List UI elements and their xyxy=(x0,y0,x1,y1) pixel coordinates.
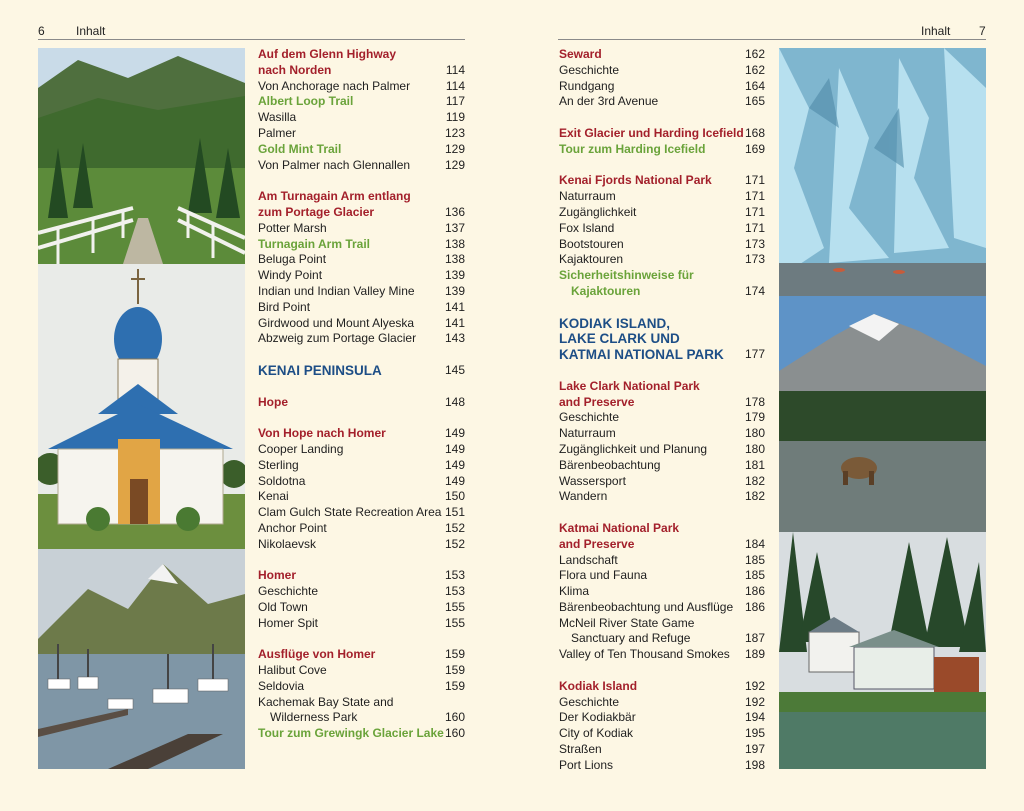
toc-entry-title: Katmai National Park xyxy=(559,520,680,535)
toc-entry-title: and Preserve xyxy=(559,394,635,409)
toc-entry-page: 152 xyxy=(444,520,465,535)
photo-glacier-ice xyxy=(779,48,986,296)
toc-entry-page: 155 xyxy=(444,615,465,630)
toc-entry xyxy=(258,679,465,695)
toc-entry-page: 150 xyxy=(444,489,465,504)
toc-entry xyxy=(559,410,765,426)
toc-entry-page: 181 xyxy=(744,457,765,472)
toc-entry-title: Kachemak Bay State and xyxy=(258,694,394,709)
toc-entry xyxy=(559,537,765,553)
toc-entry xyxy=(559,758,765,774)
toc-entry xyxy=(559,600,765,616)
toc-entry-page: 149 xyxy=(444,426,465,441)
toc-entry-page: 139 xyxy=(444,283,465,298)
toc-entry-title: Von Anchorage nach Palmer xyxy=(258,78,411,93)
toc-entry-page: 180 xyxy=(744,426,765,441)
toc-entry-title: Landschaft xyxy=(559,552,618,567)
toc-entry xyxy=(258,442,465,458)
toc-entry xyxy=(258,363,465,379)
toc-entry xyxy=(258,537,465,553)
toc-entry-title: Kenai xyxy=(258,489,289,504)
left-header-rule xyxy=(38,39,465,40)
toc-entry-title: Soldotna xyxy=(258,473,306,488)
toc-entry xyxy=(258,300,465,316)
toc-entry xyxy=(258,63,465,79)
toc-entry xyxy=(258,426,465,442)
toc-entry-title: Wasilla xyxy=(258,110,297,125)
toc-entry-title: Albert Loop Trail xyxy=(258,94,354,109)
toc-entry-title: Auf dem Glenn Highway xyxy=(258,47,397,61)
toc-entry-page: 186 xyxy=(744,599,765,614)
toc-entry xyxy=(559,252,765,268)
toc-entry-page: 145 xyxy=(444,362,465,377)
toc-entry-title: Geschichte xyxy=(559,694,620,709)
toc-entry xyxy=(258,600,465,616)
toc-entry-page: 173 xyxy=(744,252,765,267)
toc-entry-title: nach Norden xyxy=(258,62,332,77)
toc-spacer xyxy=(258,173,465,189)
toc-entry xyxy=(258,395,465,411)
toc-entry xyxy=(559,426,765,442)
toc-entry xyxy=(258,94,465,110)
toc-entry-title: Clam Gulch State Recreation Area xyxy=(258,505,442,520)
toc-entry-title: Abzweig zum Portage Glacier xyxy=(258,331,417,346)
toc-entry xyxy=(559,79,765,95)
toc-entry-page: 153 xyxy=(444,568,465,583)
toc-entry-title: Turnagain Arm Trail xyxy=(258,236,371,251)
toc-entry-page: 160 xyxy=(444,710,465,725)
toc-entry-page: 114 xyxy=(445,78,465,93)
toc-entry-title: Wandern xyxy=(559,489,608,504)
right-header-rule xyxy=(558,39,986,40)
photo-mountain-bridge xyxy=(38,48,245,264)
toc-entry-page: 117 xyxy=(445,94,465,109)
toc-entry xyxy=(559,710,765,726)
left-page-number: 6 xyxy=(38,24,45,38)
toc-entry xyxy=(559,521,765,537)
toc-entry-title: Geschichte xyxy=(559,410,620,425)
toc-entry-title: Kenai Fjords National Park xyxy=(559,173,712,188)
left-toc xyxy=(258,47,465,742)
toc-entry-title: Tour zum Grewingk Glacier Lake xyxy=(258,726,444,741)
toc-entry-title: An der 3rd Avenue xyxy=(559,94,659,109)
toc-entry xyxy=(258,221,465,237)
toc-entry xyxy=(258,663,465,679)
toc-entry-title: Sterling xyxy=(258,457,299,472)
toc-entry-page: 192 xyxy=(744,678,765,693)
toc-entry-title: Geschichte xyxy=(258,584,319,599)
toc-entry-title: Naturraum xyxy=(559,189,616,204)
toc-entry-title: KENAI PENINSULA xyxy=(258,362,382,378)
toc-entry-page: 149 xyxy=(444,473,465,488)
toc-spacer xyxy=(559,363,765,379)
toc-entry-page: 192 xyxy=(744,694,765,709)
toc-entry-page: 141 xyxy=(444,315,465,330)
toc-entry-title: Valley of Ten Thousand Smokes xyxy=(559,647,730,662)
toc-entry-title: Halibut Cove xyxy=(258,663,327,678)
toc-entry-title: Cooper Landing xyxy=(258,441,344,456)
toc-entry xyxy=(559,63,765,79)
toc-entry-page: 171 xyxy=(744,220,765,235)
toc-entry-title: KODIAK ISLAND, xyxy=(559,315,670,331)
toc-entry xyxy=(258,474,465,490)
toc-entry-title: Old Town xyxy=(258,599,308,614)
toc-entry-title: Anchor Point xyxy=(258,520,327,535)
toc-entry-title: Bird Point xyxy=(258,299,311,314)
toc-entry-page: 171 xyxy=(744,189,765,204)
toc-entry-page: 185 xyxy=(744,552,765,567)
toc-entry xyxy=(258,568,465,584)
toc-entry xyxy=(559,742,765,758)
toc-entry xyxy=(559,237,765,253)
photo-kodiak-houses xyxy=(779,532,986,769)
toc-entry-title: Ausflüge von Homer xyxy=(258,647,376,662)
toc-entry-page: 178 xyxy=(744,394,765,409)
toc-entry-page: 136 xyxy=(444,204,465,219)
toc-entry-title: Beluga Point xyxy=(258,252,327,267)
toc-entry xyxy=(559,126,765,142)
toc-entry-page: 187 xyxy=(744,631,765,646)
toc-entry-title: Palmer xyxy=(258,125,297,140)
toc-entry xyxy=(559,442,765,458)
toc-entry-page: 180 xyxy=(744,441,765,456)
toc-entry-page: 160 xyxy=(444,726,465,741)
toc-entry xyxy=(559,94,765,110)
toc-entry xyxy=(559,679,765,695)
toc-entry xyxy=(258,316,465,332)
toc-entry xyxy=(559,189,765,205)
toc-entry-title: Zugänglichkeit xyxy=(559,204,637,219)
toc-entry-page: 138 xyxy=(444,236,465,251)
toc-entry-title: Wilderness Park xyxy=(270,710,358,725)
toc-entry xyxy=(559,395,765,411)
toc-entry xyxy=(258,505,465,521)
toc-entry xyxy=(258,205,465,221)
toc-entry-title: Potter Marsh xyxy=(258,220,327,235)
toc-entry-page: 182 xyxy=(744,489,765,504)
toc-entry-title: Bärenbeobachtung xyxy=(559,457,661,472)
toc-entry xyxy=(559,205,765,221)
toc-entry xyxy=(258,616,465,632)
toc-entry-title: Sicherheitshinweise für xyxy=(559,268,694,283)
toc-entry xyxy=(258,142,465,158)
toc-entry-page: 137 xyxy=(444,220,465,235)
toc-entry xyxy=(559,568,765,584)
toc-entry-title: Hope xyxy=(258,394,288,409)
toc-entry-title: Girdwood und Mount Alyeska xyxy=(258,315,415,330)
toc-entry-title: Von Palmer nach Glennallen xyxy=(258,157,411,172)
toc-entry-page: 165 xyxy=(744,94,765,109)
toc-entry-page: 159 xyxy=(444,647,465,662)
toc-entry-page: 179 xyxy=(744,410,765,425)
toc-entry-page: 148 xyxy=(444,394,465,409)
toc-entry xyxy=(258,268,465,284)
toc-entry-title: Klima xyxy=(559,584,590,599)
toc-entry xyxy=(258,126,465,142)
toc-entry xyxy=(559,347,765,363)
toc-entry-title: Port Lions xyxy=(559,757,614,772)
toc-entry-title: Am Turnagain Arm entlang xyxy=(258,189,411,204)
toc-entry-page: 139 xyxy=(444,268,465,283)
toc-entry xyxy=(559,489,765,505)
toc-entry-title: Indian und Indian Valley Mine xyxy=(258,283,415,298)
toc-entry-title: LAKE CLARK UND xyxy=(559,331,680,347)
toc-entry-title: Nikolaevsk xyxy=(258,536,317,551)
photo-bear-lake-clark xyxy=(779,296,986,532)
toc-entry-page: 171 xyxy=(744,173,765,188)
toc-entry-title: zum Portage Glacier xyxy=(258,204,375,219)
toc-entry xyxy=(258,489,465,505)
toc-entry xyxy=(559,379,765,395)
toc-entry xyxy=(258,458,465,474)
toc-entry-page: 197 xyxy=(744,742,765,757)
toc-entry-page: 143 xyxy=(444,331,465,346)
toc-entry xyxy=(258,331,465,347)
toc-entry-title: Von Hope nach Homer xyxy=(258,426,386,441)
toc-entry-page: 198 xyxy=(744,757,765,772)
toc-spacer xyxy=(258,553,465,569)
toc-entry xyxy=(258,79,465,95)
toc-entry-title: Wassersport xyxy=(559,473,626,488)
toc-entry xyxy=(258,237,465,253)
toc-entry xyxy=(258,284,465,300)
toc-entry-title: Der Kodiakbär xyxy=(559,710,636,725)
toc-spacer xyxy=(559,505,765,521)
toc-entry-title: Exit Glacier und Harding Icefield xyxy=(559,125,744,140)
toc-entry-title: Homer xyxy=(258,568,297,583)
toc-entry-page: 195 xyxy=(744,726,765,741)
toc-entry xyxy=(258,726,465,742)
toc-entry-page: 141 xyxy=(444,299,465,314)
toc-entry-page: 114 xyxy=(445,62,465,77)
toc-entry-page: 164 xyxy=(744,78,765,93)
toc-entry-page: 149 xyxy=(444,441,465,456)
toc-entry-page: 129 xyxy=(444,141,465,156)
toc-entry xyxy=(559,695,765,711)
toc-entry-title: Flora und Fauna xyxy=(559,568,648,583)
toc-entry xyxy=(559,631,765,647)
toc-entry xyxy=(258,47,465,63)
right-page-number: 7 xyxy=(979,24,986,38)
toc-entry-page: 138 xyxy=(444,252,465,267)
toc-entry xyxy=(559,47,765,63)
toc-entry-page: 174 xyxy=(744,283,765,298)
toc-entry-title: Homer Spit xyxy=(258,615,319,630)
toc-entry-title: Kajaktouren xyxy=(559,252,624,267)
toc-spacer xyxy=(258,347,465,363)
toc-entry-page: 173 xyxy=(744,236,765,251)
toc-entry xyxy=(559,726,765,742)
toc-spacer xyxy=(559,110,765,126)
toc-entry-title: Rundgang xyxy=(559,78,615,93)
toc-entry xyxy=(559,173,765,189)
toc-entry-title: Zugänglichkeit und Planung xyxy=(559,441,708,456)
toc-entry-page: 186 xyxy=(744,584,765,599)
toc-entry xyxy=(559,458,765,474)
toc-entry xyxy=(258,584,465,600)
toc-entry-page: 159 xyxy=(444,678,465,693)
toc-entry-title: Sanctuary and Refuge xyxy=(571,631,691,646)
toc-entry xyxy=(559,616,765,632)
toc-entry-title: Naturraum xyxy=(559,426,616,441)
left-running-header: Inhalt xyxy=(76,24,106,38)
toc-entry xyxy=(258,710,465,726)
toc-entry xyxy=(559,142,765,158)
toc-entry-title: Lake Clark National Park xyxy=(559,378,700,393)
toc-entry xyxy=(258,695,465,711)
toc-entry-page: 152 xyxy=(444,536,465,551)
toc-entry-title: Seldovia xyxy=(258,678,305,693)
toc-entry xyxy=(258,647,465,663)
toc-entry-title: Tour zum Harding Icefield xyxy=(559,141,706,156)
toc-entry-page: 189 xyxy=(744,647,765,662)
toc-entry xyxy=(559,553,765,569)
toc-spacer xyxy=(258,631,465,647)
toc-entry-page: 182 xyxy=(744,473,765,488)
toc-entry-page: 129 xyxy=(444,157,465,172)
toc-entry-page: 162 xyxy=(744,47,765,61)
toc-entry xyxy=(559,316,765,332)
toc-entry xyxy=(258,158,465,174)
toc-entry-page: 177 xyxy=(744,347,765,362)
toc-entry-page: 155 xyxy=(444,599,465,614)
toc-entry xyxy=(559,647,765,663)
toc-entry-page: 149 xyxy=(444,457,465,472)
toc-entry xyxy=(559,331,765,347)
toc-entry-title: Bootstouren xyxy=(559,236,624,251)
toc-entry-page: 171 xyxy=(744,204,765,219)
toc-entry-page: 184 xyxy=(744,536,765,551)
toc-entry-title: Bärenbeobachtung und Ausflüge xyxy=(559,599,734,614)
toc-entry xyxy=(559,268,765,284)
toc-entry-title: Seward xyxy=(559,47,602,61)
toc-entry-page: 162 xyxy=(744,62,765,77)
toc-spacer xyxy=(559,158,765,174)
toc-entry xyxy=(559,221,765,237)
photo-orthodox-church xyxy=(38,264,245,549)
toc-spacer xyxy=(559,300,765,316)
toc-entry xyxy=(559,474,765,490)
toc-entry-title: Geschichte xyxy=(559,62,620,77)
toc-entry-title: City of Kodiak xyxy=(559,726,634,741)
toc-entry-title: Kodiak Island xyxy=(559,678,638,693)
toc-entry xyxy=(258,252,465,268)
toc-entry-page: 119 xyxy=(445,110,465,125)
toc-entry-page: 153 xyxy=(444,584,465,599)
photo-homer-harbor xyxy=(38,549,245,769)
toc-entry-page: 185 xyxy=(744,568,765,583)
toc-entry-page: 194 xyxy=(744,710,765,725)
toc-entry-title: Fox Island xyxy=(559,220,615,235)
toc-entry-title: Kajaktouren xyxy=(571,283,641,298)
toc-entry-title: Straßen xyxy=(559,742,602,757)
toc-entry xyxy=(559,584,765,600)
toc-entry-page: 159 xyxy=(444,663,465,678)
toc-spacer xyxy=(559,663,765,679)
toc-entry-title: Gold Mint Trail xyxy=(258,141,342,156)
toc-entry-page: 151 xyxy=(444,505,465,520)
toc-entry-page: 169 xyxy=(744,141,765,156)
right-toc xyxy=(559,47,765,774)
toc-entry xyxy=(258,521,465,537)
toc-entry-page: 168 xyxy=(744,125,765,140)
toc-entry-title: McNeil River State Game xyxy=(559,615,695,630)
toc-spacer xyxy=(258,379,465,395)
toc-entry xyxy=(258,189,465,205)
toc-entry-title: Windy Point xyxy=(258,268,323,283)
toc-entry-title: KATMAI NATIONAL PARK xyxy=(559,347,724,363)
right-running-header: Inhalt xyxy=(921,24,951,38)
toc-entry-page: 123 xyxy=(444,125,465,140)
toc-spacer xyxy=(258,410,465,426)
toc-entry-title: and Preserve xyxy=(559,536,635,551)
toc-entry xyxy=(258,110,465,126)
toc-entry xyxy=(559,284,765,300)
